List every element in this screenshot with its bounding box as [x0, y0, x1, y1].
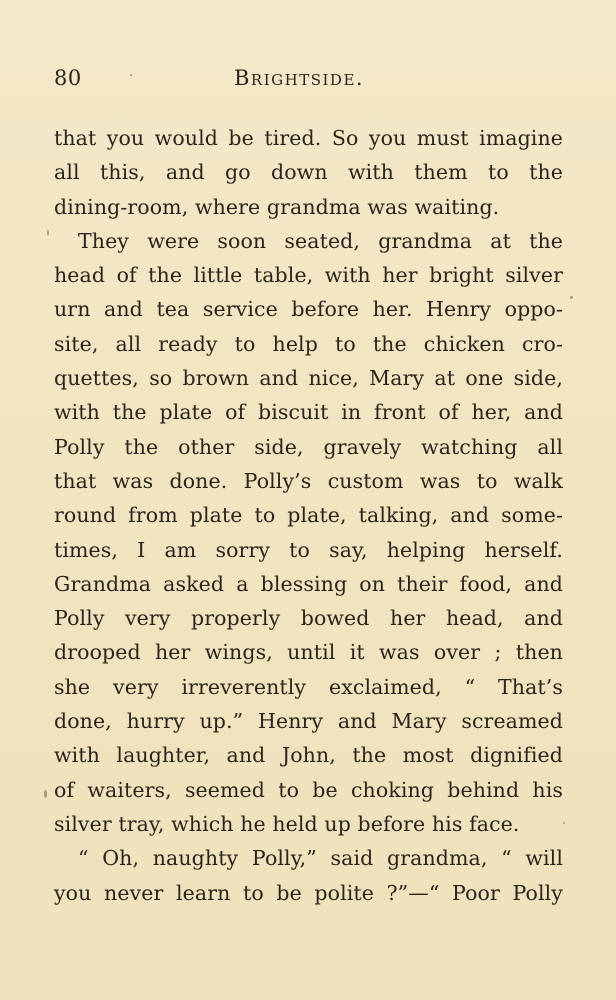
body-text	[54, 121, 563, 910]
text-line: with laughter, and John, the most dignified	[54, 743, 563, 768]
text-line: “ Oh, naughty Polly,” said grandma, “ will	[78, 846, 563, 871]
text-line: They were soon seated, grandma at the	[78, 228, 563, 253]
text-line: Grandma asked a blessing on their food, and	[54, 571, 563, 596]
text-line: quettes, so brown and nice, Mary at one side,	[54, 366, 563, 391]
ink-speck	[44, 790, 47, 798]
ink-speck	[130, 74, 132, 76]
running-title: Brightside.	[234, 66, 365, 90]
text-line: you never learn to be polite ?”—“ Poor Polly	[54, 880, 563, 905]
text-line: that was done. Polly’s custom was to walk	[54, 468, 563, 493]
page-header	[54, 66, 562, 100]
ink-speck	[570, 296, 573, 299]
text-line: Polly very properly bowed her head, and	[54, 606, 563, 631]
ink-speck	[47, 230, 49, 236]
text-line: that you would be tired. So you must imagine	[54, 126, 563, 150]
page-number: 80	[54, 66, 82, 90]
text-line: of waiters, seemed to be choking behind his	[54, 777, 563, 802]
text-line: times, I am sorry to say, helping herself.	[54, 537, 563, 562]
text-line: drooped her wings, until it was over ; then	[54, 640, 563, 665]
text-line: all this, and go down with them to the	[54, 160, 563, 185]
text-line: dining-room, where grandma was waiting.	[54, 194, 500, 219]
text-line: silver tray, which he held up before his face.	[54, 811, 520, 836]
text-line: Polly the other side, gravely watching all	[54, 434, 563, 459]
text-line: done, hurry up.” Henry and Mary screamed	[54, 709, 563, 734]
text-line: round from plate to plate, talking, and some-	[54, 503, 563, 528]
ink-speck	[563, 822, 565, 824]
text-line: head of the little table, with her bright silver	[54, 263, 563, 288]
text-line: site, all ready to help to the chicken cro-	[54, 331, 563, 356]
text-line: she very irreverently exclaimed, “ That’s	[54, 674, 563, 699]
text-line: urn and tea service before her. Henry oppo-	[54, 297, 563, 322]
text-line: with the plate of biscuit in front of her, and	[54, 400, 563, 425]
